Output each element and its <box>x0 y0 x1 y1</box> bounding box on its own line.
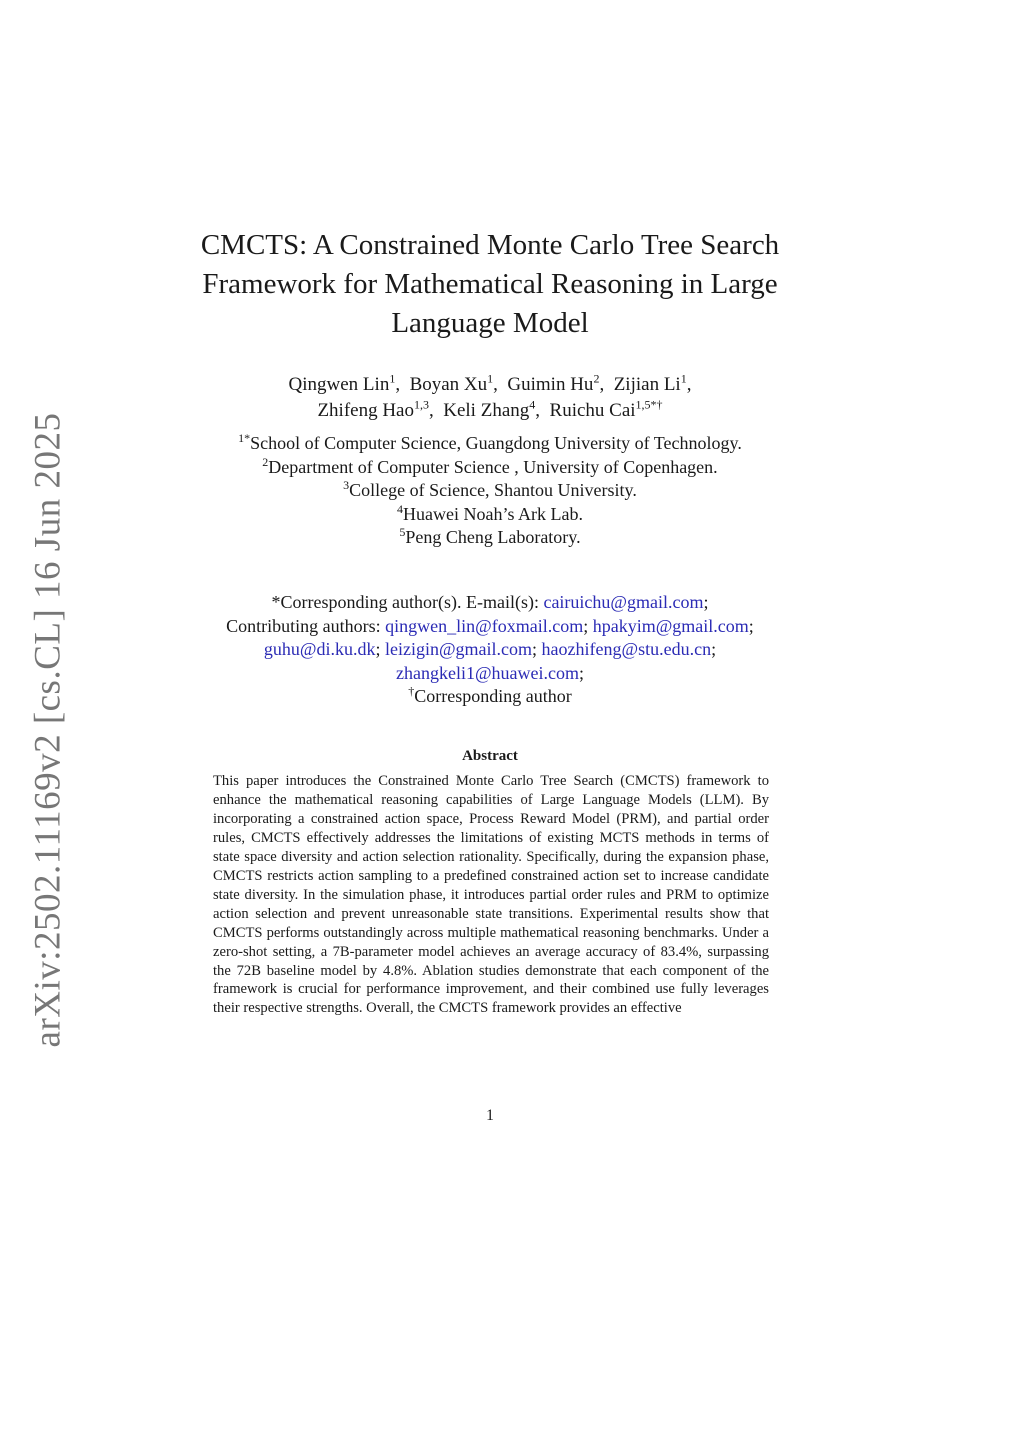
corresponding-line: *Corresponding author(s). E-mail(s): cairuichu@gmail.com; <box>271 592 709 612</box>
contact-block <box>150 591 830 709</box>
title-line: CMCTS: A Constrained Monte Carlo Tree Search <box>200 229 780 261</box>
page-number: 1 <box>486 1107 494 1124</box>
email-link[interactable]: haozhifeng@stu.edu.cn <box>541 639 712 659</box>
author-affil-mark: 1 <box>680 371 687 386</box>
author-name: Zijian Li <box>613 374 681 395</box>
abstract-body: This paper introduces the Constrained Monte Carlo Tree Search (CMCTS) framework to enhance the mathematical reasoning capabilities of Large Language Models (LLM). By incorporating a constrained action space, Process Reward Model (PRM), and partial order rules, CMCTS effectively addresses the limitations of existing MCTS methods in terms of state space diversity and action selection rationality. Specifically, during the expansion phase, CMCTS restricts action sampling to a predefined constrained action set to increase candidate state diversity. In the simulation phase, it introduces partial order rules and PRM to optimize action selection and prevent unreasonable state transitions. Experimental results show that CMCTS performs outstandingly across multiple mathematical reasoning benchmarks. Under a zero-shot setting, a 7B-parameter model achieves an average accuracy of 83.4%, surpassing the 72B baseline model by 4.8%. Ablation studies demonstrate that each component of the framework is crucial for performance improvement, and their combined use fully leverages their respective strengths. Overall, the CMCTS framework provides an effective <box>213 773 769 1017</box>
abstract-heading: Abstract <box>462 748 518 764</box>
author-affil-mark: 1 <box>487 371 494 386</box>
corresponding-label: *Corresponding author(s). E-mail(s): <box>271 592 539 612</box>
dagger-mark: † <box>408 684 415 698</box>
affiliation-text: School of Computer Science, Guangdong University of Technology. <box>250 433 742 453</box>
affiliation-text: Department of Computer Science , University of Copenhagen. <box>268 456 718 477</box>
author-affil-mark: 1 <box>389 371 396 386</box>
affiliation-item <box>180 479 800 503</box>
author-line: Qingwen Lin$^1$, Boyan Xu$^1$, Guimin Hu$^2$, Zijian Li$^1$, <box>288 371 692 395</box>
author-list <box>180 372 800 424</box>
dagger-note-line <box>150 685 830 709</box>
affiliation-mark: 1* <box>238 431 251 445</box>
email-link[interactable]: guhu@di.ku.dk <box>263 639 376 659</box>
affiliation-list <box>180 432 800 550</box>
author-line: Zhifeng Hao$^{1,3}$, Keli Zhang$^4$, Ruichu Cai$^{1,5*\dagger}$ <box>317 397 663 421</box>
author-name: Ruichu Cai <box>549 400 636 421</box>
author-affil-mark: 1,3 <box>414 397 429 412</box>
author-name: Guimin Hu <box>507 374 594 395</box>
affiliation-mark: 4 <box>397 501 404 516</box>
author-name: Zhifeng Hao <box>317 400 414 421</box>
affiliation-mark: 3 <box>343 478 350 492</box>
author-affil-mark: 1,5*† <box>635 397 663 412</box>
affiliation-text: College of Science, Shantou University. <box>349 480 637 500</box>
title-line: Language Model <box>391 307 589 339</box>
affiliation-item <box>180 503 800 527</box>
arxiv-identifier-stamp: arXiv:2502.11169v2 [cs.CL] 16 Jun 2025 <box>27 412 69 1048</box>
contributing-line: zhangkeli1@huawei.com; <box>395 662 585 683</box>
affiliation-mark: 5 <box>399 525 406 539</box>
author-name: Qingwen Lin <box>288 374 390 395</box>
email-link[interactable]: zhangkeli1@huawei.com <box>395 662 579 683</box>
author-affil-mark: 2 <box>593 371 600 386</box>
contributing-label: Contributing authors: <box>226 615 381 636</box>
author-affil-mark: 4 <box>529 397 536 412</box>
email-link[interactable]: qingwen_lin@foxmail.com <box>385 615 584 636</box>
author-name: Boyan Xu <box>409 374 488 395</box>
contributing-line: guhu@di.ku.dk; leizigin@gmail.com; haozhifeng@stu.edu.cn; <box>263 639 717 659</box>
affiliation-text: Huawei Noah’s Ark Lab. <box>403 503 583 524</box>
affiliation-item <box>180 526 800 550</box>
paper-title <box>180 226 800 343</box>
affiliation-text: Peng Cheng Laboratory. <box>405 527 581 547</box>
author-name: Keli Zhang <box>443 400 530 421</box>
affiliation-mark: 2 <box>262 454 269 469</box>
title-line: Framework for Mathematical Reasoning in Large <box>202 268 778 300</box>
contributing-line: Contributing authors: qingwen_lin@foxmail.com; hpakyim@gmail.com; <box>226 615 754 636</box>
affiliation-item <box>180 432 800 456</box>
affiliation-item <box>180 456 800 480</box>
email-link[interactable]: cairuichu@gmail.com <box>543 592 704 612</box>
email-link[interactable]: hpakyim@gmail.com <box>592 615 749 636</box>
email-link[interactable]: leizigin@gmail.com <box>384 639 533 659</box>
dagger-note: Corresponding author <box>414 686 572 706</box>
